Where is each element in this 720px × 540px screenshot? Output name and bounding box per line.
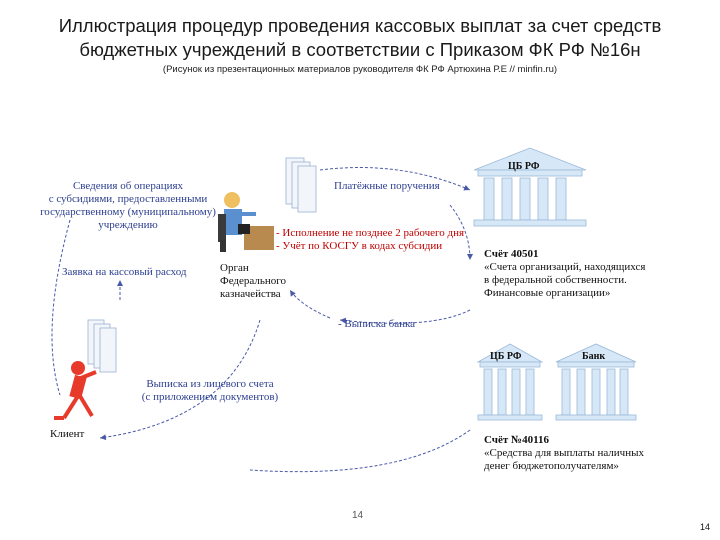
operations-info-label: Сведения об операциях с субсидиями, предоставленными государственному (муниципальному) учреждению xyxy=(40,180,216,231)
processing-note: - Исполнение не позднее 2 рабочего дня - Учёт по КОСГУ в кодах субсидии xyxy=(276,227,465,252)
page-number-corner: 14 xyxy=(700,522,711,532)
treasury-clerk-icon xyxy=(218,192,274,252)
bank-bottom-label: Банк xyxy=(582,351,606,362)
page-number-center: 14 xyxy=(352,510,364,521)
arrow-info-to-client xyxy=(52,220,70,395)
treasury-organ-label: Орган Федерального казначейства xyxy=(220,262,287,300)
personal-statement-label: Выписка из лицевого счета (с приложением документов) xyxy=(141,378,279,403)
page-title: Иллюстрация процедур проведения кассовых выплат за счет средств бюджетных учреждений в соответствии с Приказом ФК РФ №16н xyxy=(58,15,662,60)
payment-orders-label: Платёжные поручения xyxy=(334,180,440,192)
client-figure-icon xyxy=(54,361,96,418)
cash-request-label: Заявка на кассовый расход xyxy=(62,266,187,278)
bank-statement-label: - Выписка банка xyxy=(338,318,416,330)
client-label: Клиент xyxy=(50,428,85,440)
document-stack-icon xyxy=(286,158,316,212)
cb-rf-top-label: ЦБ РФ xyxy=(508,161,540,172)
page-subtitle: (Рисунок из презентационных материалов руководителя ФК РФ Артюхина Р.Е // minfin.ru) xyxy=(162,64,558,75)
cb-rf-bottom-label: ЦБ РФ xyxy=(490,351,522,362)
arrow-to-organ-from-bank xyxy=(290,290,330,318)
account-40116-block: Счёт №40116 «Средства для выплаты наличных денег бюджетополучателям» xyxy=(484,434,644,472)
arrow-bottom-banks xyxy=(250,430,470,472)
account-40501-block: Счёт 40501 «Счета организаций, находящихся в федеральной собственности. Финансовые организации» xyxy=(484,248,646,299)
document-stack-client-icon xyxy=(88,320,116,372)
